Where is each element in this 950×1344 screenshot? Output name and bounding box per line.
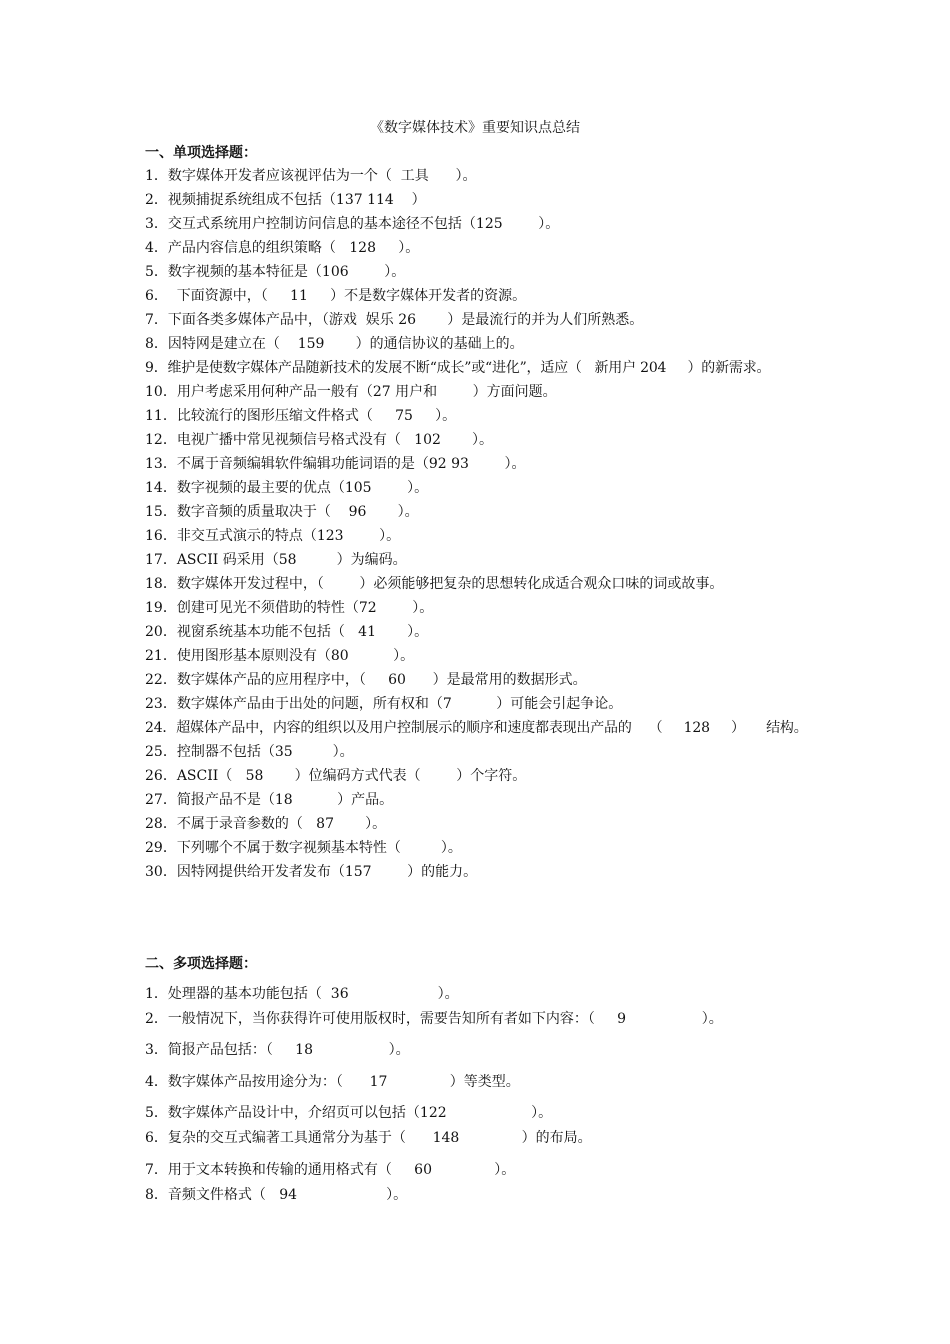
question-item: 2．一般情况下，当你获得许可使用版权时，需要告知所有者如下内容：（ 9 ）。 [145,1011,723,1027]
question-item: 21．使用图形基本原则没有（80 ）。 [145,648,415,664]
question-item: 27．简报产品不是（18 ）产品。 [145,792,394,808]
question-item: 6． 下面资源中，（ 11 ）不是数字媒体开发者的资源。 [145,288,527,304]
question-item: 6．复杂的交互式编著工具通常分为基于（ 148 ）的布局。 [145,1130,592,1146]
question-item: 14．数字视频的最主要的优点（105 ）。 [145,480,429,496]
document-title: 《数字媒体技术》重要知识点总结 [370,120,580,136]
question-item: 15．数字音频的质量取决于（ 96 ）。 [145,504,419,520]
question-item: 20．视窗系统基本功能不包括（ 41 ）。 [145,624,429,640]
question-item: 16．非交互式演示的特点（123 ）。 [145,528,401,544]
question-item: 8．因特网是建立在（ 159 ）的通信协议的基础上的。 [145,336,524,352]
question-item: 17．ASCII 码采用（58 ）为编码。 [145,552,407,568]
question-item: 3．交互式系统用户控制访问信息的基本途径不包括（125 ）。 [145,216,560,232]
question-item: 25．控制器不包括（35 ）。 [145,744,354,760]
question-item: 2．视频捕捉系统组成不包括（137 114 ） [145,192,426,208]
question-item: 9．维护是使数字媒体产品随新技术的发展不断“成长”或“进化”，适应（ 新用户 204 ）的新需求。 [145,360,771,376]
question-item: 3．简报产品包括：（ 18 ）。 [145,1042,410,1058]
question-item: 1．处理器的基本功能包括（ 36 ）。 [145,986,459,1002]
question-item: 5．数字媒体产品设计中，介绍页可以包括（122 ）。 [145,1105,553,1121]
question-item: 4．产品内容信息的组织策略（ 128 ）。 [145,240,420,256]
question-item: 4．数字媒体产品按用途分为：（ 17 ）等类型。 [145,1074,520,1090]
question-item: 24．超媒体产品中，内容的组织以及用户控制展示的顺序和速度都表现出产品的 （ 128 ） 结构。 [145,720,808,736]
question-item: 8．音频文件格式（ 94 ）。 [145,1187,408,1203]
question-item: 19．创建可见光不须借助的特性（72 ）。 [145,600,434,616]
section-heading-single-choice: 一、单项选择题： [145,145,257,161]
section-heading-multiple-choice: 二、多项选择题： [145,956,257,972]
question-item: 12．电视广播中常见视频信号格式没有（ 102 ）。 [145,432,494,448]
question-item: 30．因特网提供给开发者发布（157 ）的能力。 [145,864,478,880]
question-item: 1．数字媒体开发者应该视评估为一个（ 工具 ）。 [145,168,477,184]
question-item: 7．用于文本转换和传输的通用格式有（ 60 ）。 [145,1162,516,1178]
question-item: 22．数字媒体产品的应用程序中，（ 60 ）是最常用的数据形式。 [145,672,587,688]
question-item: 11．比较流行的图形压缩文件格式（ 75 ）。 [145,408,457,424]
question-item: 26．ASCII（ 58 ）位编码方式代表（ ）个字符。 [145,768,527,784]
question-item: 18．数字媒体开发过程中，（ ）必须能够把复杂的思想转化成适合观众口味的词或故事。 [145,576,724,592]
question-item: 13．不属于音频编辑软件编辑功能词语的是（92 93 ）。 [145,456,526,472]
question-item: 23．数字媒体产品由于出处的问题，所有权和（7 ）可能会引起争论。 [145,696,623,712]
question-item: 5．数字视频的基本特征是（106 ）。 [145,264,406,280]
question-item: 28．不属于录音参数的（ 87 ）。 [145,816,387,832]
question-item: 10．用户考虑采用何种产品一般有（27 用户和 ）方面问题。 [145,384,557,400]
question-item: 7．下面各类多媒体产品中，（游戏 娱乐 26 ）是最流行的并为人们所熟悉。 [145,312,644,328]
question-item: 29．下列哪个不属于数字视频基本特性（ ）。 [145,840,462,856]
